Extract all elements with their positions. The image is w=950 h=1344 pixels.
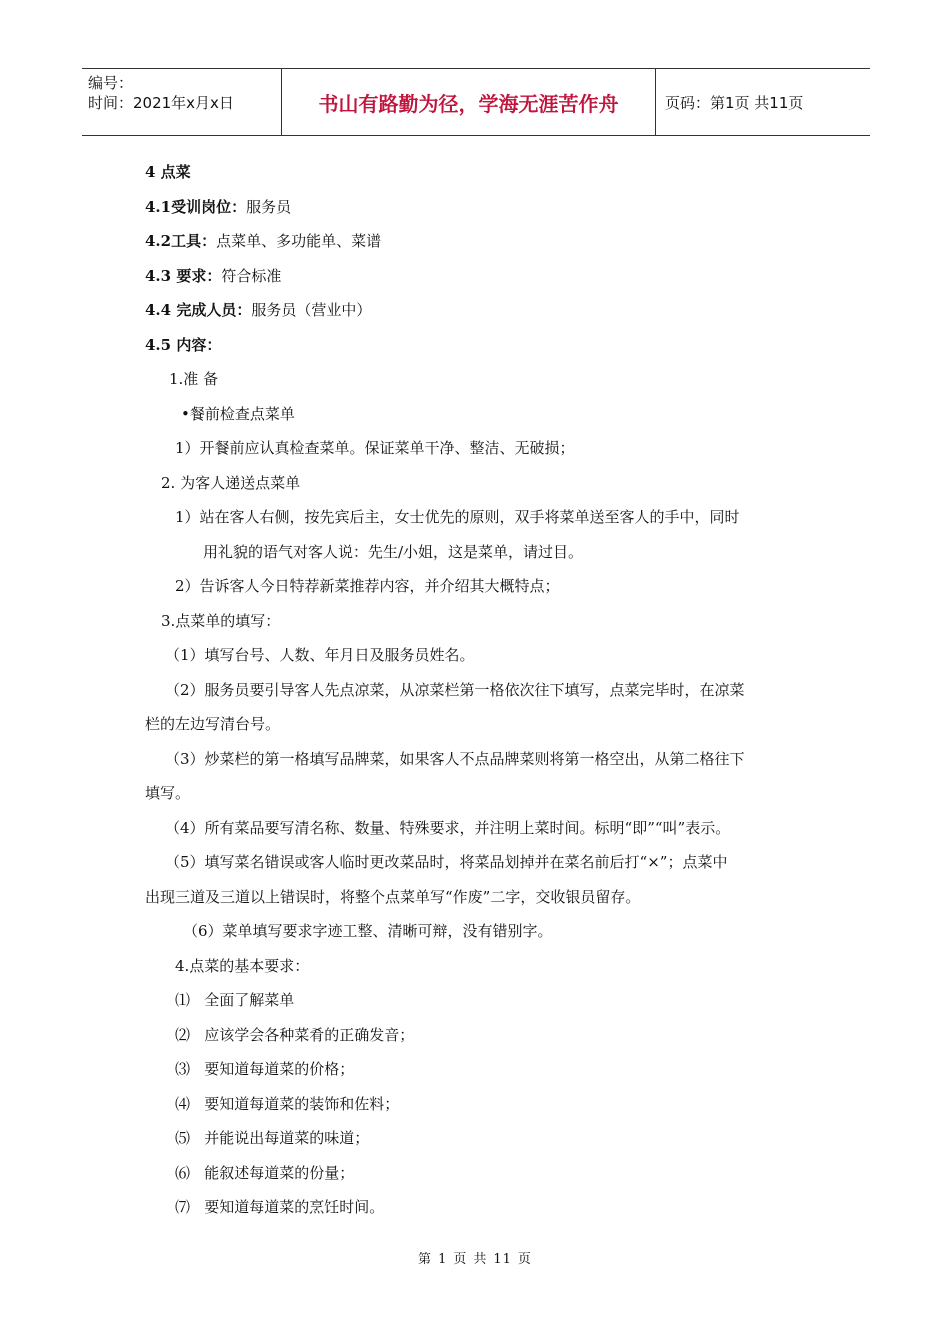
text-line: （6）菜单填写要求字迹工整、清晰可辩，没有错别字。 [183,922,553,940]
list-item: ⑶ 要知道每道菜的价格； [175,1060,355,1078]
item-4-4: 4.4 完成人员：服务员（营业中） [145,301,372,319]
text-line: 2. 为客人递送点菜单 [161,473,301,492]
text-line: 1.准 备 [169,370,219,388]
document-body [145,160,825,1230]
text-line: 1）站在客人右侧，按先宾后主，女士优先的原则，双手将菜单送至客人的手中，同时 [175,508,740,526]
header-motto-cell [282,69,656,135]
list-item: ⑵ 应该学会各种菜肴的正确发音； [175,1025,415,1044]
text-line: •餐前检查点菜单 [181,404,295,423]
header-page-info [656,69,870,135]
text-line: （1）填写台号、人数、年月日及服务员姓名。 [165,646,475,664]
footer-page-number: 1 [438,1252,448,1267]
header-meta [82,69,282,135]
text-line: 4.点菜的基本要求： [175,956,310,975]
item-4-5: 4.5 内容： [145,335,222,354]
text-line: 2）告诉客人今日特荐新菜推荐内容，并介绍其大概特点； [175,577,560,595]
list-item: ⑷ 要知道每道菜的装饰和佐料； [175,1094,400,1113]
number-label: 编号： [88,74,134,92]
footer-page-total: 11 [493,1252,512,1267]
text-line: 出现三道及三道以上错误时，将整个点菜单写“作废”二字，交收银员留存。 [145,887,641,906]
page-info-text: 页码：第1页 共11页 [665,93,804,112]
list-item: ⑹ 能叙述每道菜的份量； [175,1163,355,1182]
page-header [82,68,870,136]
list-item: ⑸ 并能说出每道菜的味道； [175,1129,370,1147]
item-4-2: 4.2工具：点菜单、多功能单、菜谱 [145,232,382,250]
text-line: 栏的左边写清台号。 [145,715,281,733]
text-line: 1）开餐前应认真检查菜单。保证菜单干净、整洁、无破损； [175,439,575,457]
header-motto: 书山有路勤为径，学海无涯苦作舟 [318,91,619,116]
text-line: （4）所有菜品要写清名称、数量、特殊要求，并注明上菜时间。标明“即”“叫”表示。 [165,818,731,837]
text-line: 3.点菜单的填写： [161,611,281,630]
list-item: ⑺ 要知道每道菜的烹饪时间。 [175,1198,385,1216]
time-label: 时间：2021年x月x日 [88,94,234,112]
page-footer: 第 1 页 共 11 页 [418,1252,532,1267]
text-line: （2）服务员要引导客人先点凉菜，从凉菜栏第一格依次往下填写，点菜完毕时，在凉菜 [165,680,745,699]
section-title: 4 点菜 [145,163,191,181]
text-line: （5）填写菜名错误或客人临时更改菜品时，将菜品划掉并在菜名前后打“×”；点菜中 [165,853,728,871]
item-4-1: 4.1受训岗位：服务员 [145,197,292,216]
text-line: 填写。 [145,784,191,802]
list-item: ⑴ 全面了解菜单 [175,991,295,1009]
item-4-3: 4.3 要求：符合标准 [145,266,282,285]
text-line: 用礼貌的语气对客人说：先生/小姐，这是菜单，请过目。 [203,542,584,561]
text-line: （3）炒菜栏的第一格填写品牌菜，如果客人不点品牌菜则将第一格空出，从第二格往下 [165,749,745,768]
